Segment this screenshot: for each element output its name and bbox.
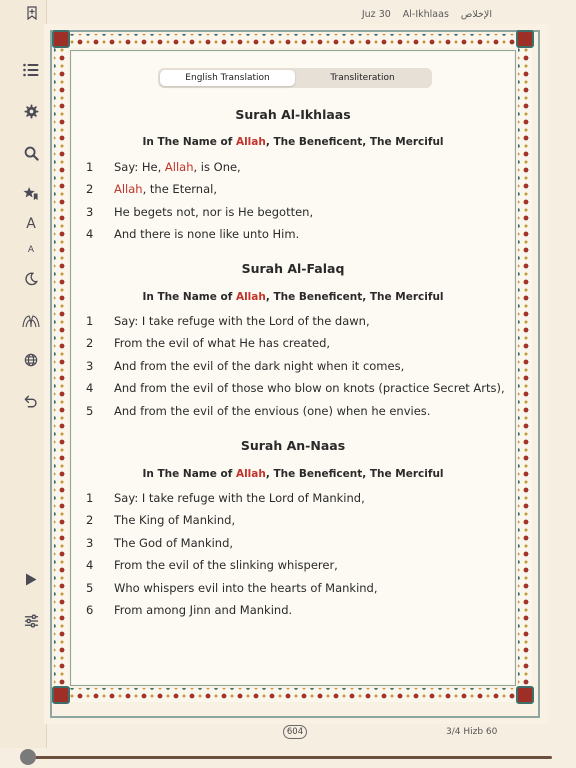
search-icon[interactable] [21, 143, 41, 163]
verse-text: Say: He, Allah, is One, [114, 160, 241, 174]
verse-number: 3 [86, 205, 94, 219]
frame-corner-ornament [52, 30, 70, 48]
verse-text: Allah, the Eternal, [114, 182, 217, 196]
surah-title: Surah Al-Falaq [241, 261, 345, 276]
verse-number: 4 [86, 558, 94, 572]
basmala: In The Name of Allah, The Beneficent, The Merciful [142, 136, 444, 148]
verse-text: From the evil of the slinking whisperer, [114, 558, 338, 572]
verse-row[interactable] [72, 536, 514, 552]
basmala: In The Name of Allah, The Beneficent, The Merciful [142, 291, 444, 303]
verse-number: 5 [86, 404, 94, 418]
verse-number: 2 [86, 182, 94, 196]
verse-row[interactable] [72, 581, 514, 597]
verse-number: 4 [86, 227, 94, 241]
verse-number: 2 [86, 336, 94, 350]
verse-text: And there is none like unto Him. [114, 227, 300, 241]
translation-mode-control [158, 68, 432, 88]
verse-number: 5 [86, 581, 94, 595]
page-slider-thumb[interactable] [20, 749, 36, 765]
undo-icon[interactable] [21, 391, 41, 411]
verse-row[interactable] [72, 603, 514, 619]
font-larger-button[interactable]: A [26, 216, 36, 232]
verse-text: Say: I take refuge with the Lord of the dawn, [114, 314, 370, 328]
ornament-border-bottom [56, 688, 532, 702]
surah-arabic-label: الإخلاص [460, 8, 492, 20]
frame-corner-ornament [516, 686, 534, 704]
verse-text: Who whispers evil into the hearts of Mankind, [114, 581, 378, 595]
verse-row[interactable] [72, 491, 514, 507]
hizb-indicator: 3/4 Hizb 60 [446, 727, 498, 737]
globe-icon[interactable] [21, 350, 41, 370]
juz-label: Juz 30 [361, 8, 391, 20]
star-bookmark-icon[interactable] [21, 183, 41, 203]
surah-latin-label: Al-Ikhlaas [402, 8, 449, 20]
verse-number: 1 [86, 314, 94, 328]
verse-text: And from the evil of the envious (one) when he envies. [114, 404, 431, 418]
verse-row[interactable] [72, 227, 514, 243]
verse-text: And from the evil of those who blow on knots (practice Secret Arts), [114, 381, 505, 395]
verse-text: Say: I take refuge with the Lord of Mankind, [114, 491, 365, 505]
reciter-icon[interactable] [20, 311, 42, 331]
frame-corner-ornament [52, 686, 70, 704]
basmala: In The Name of Allah, The Beneficent, The Merciful [142, 468, 444, 480]
page-slider-track[interactable] [28, 756, 552, 759]
ornament-border-left [54, 34, 68, 702]
verse-number: 1 [86, 160, 94, 174]
verse-row[interactable] [72, 314, 514, 330]
verse-row[interactable] [72, 404, 514, 420]
ornament-border-top [56, 34, 532, 48]
verse-number: 2 [86, 513, 94, 527]
top-header [362, 6, 492, 22]
verse-row[interactable] [72, 359, 514, 375]
segment-english-translation[interactable]: English Translation [160, 70, 295, 86]
verse-row[interactable] [72, 182, 514, 198]
font-smaller-button[interactable]: A [27, 245, 35, 255]
verse-number: 3 [86, 359, 94, 373]
segment-transliteration[interactable]: Transliteration [330, 73, 395, 83]
ornament-border-right [518, 34, 532, 702]
verse-row[interactable] [72, 160, 514, 176]
verse-number: 6 [86, 603, 94, 617]
quran-page [72, 52, 514, 684]
verse-text: He begets not, nor is He begotten, [114, 205, 314, 219]
page-number-badge: 604 [283, 725, 307, 739]
verse-text: From the evil of what He has created, [114, 336, 331, 350]
side-toolbar [0, 0, 47, 748]
verse-number: 4 [86, 381, 94, 395]
bookmark-icon[interactable] [26, 5, 38, 24]
verse-text: The God of Mankind, [114, 536, 234, 550]
verse-row[interactable] [72, 513, 514, 529]
verse-text: The King of Mankind, [114, 513, 236, 527]
sliders-icon[interactable] [21, 611, 41, 631]
frame-corner-ornament [516, 30, 534, 48]
play-icon[interactable] [21, 569, 41, 589]
list-icon[interactable] [21, 60, 41, 80]
verse-row[interactable] [72, 205, 514, 221]
verse-row[interactable] [72, 336, 514, 352]
verse-text: And from the evil of the dark night when it comes, [114, 359, 405, 373]
verse-number: 1 [86, 491, 94, 505]
surah-title: Surah Al-Ikhlaas [235, 107, 351, 122]
verse-number: 3 [86, 536, 94, 550]
moon-icon[interactable] [21, 269, 41, 289]
verse-row[interactable] [72, 558, 514, 574]
verse-text: From among Jinn and Mankind. [114, 603, 293, 617]
surah-title: Surah An-Naas [240, 438, 346, 453]
gear-icon[interactable] [21, 101, 41, 121]
verse-row[interactable] [72, 381, 514, 397]
